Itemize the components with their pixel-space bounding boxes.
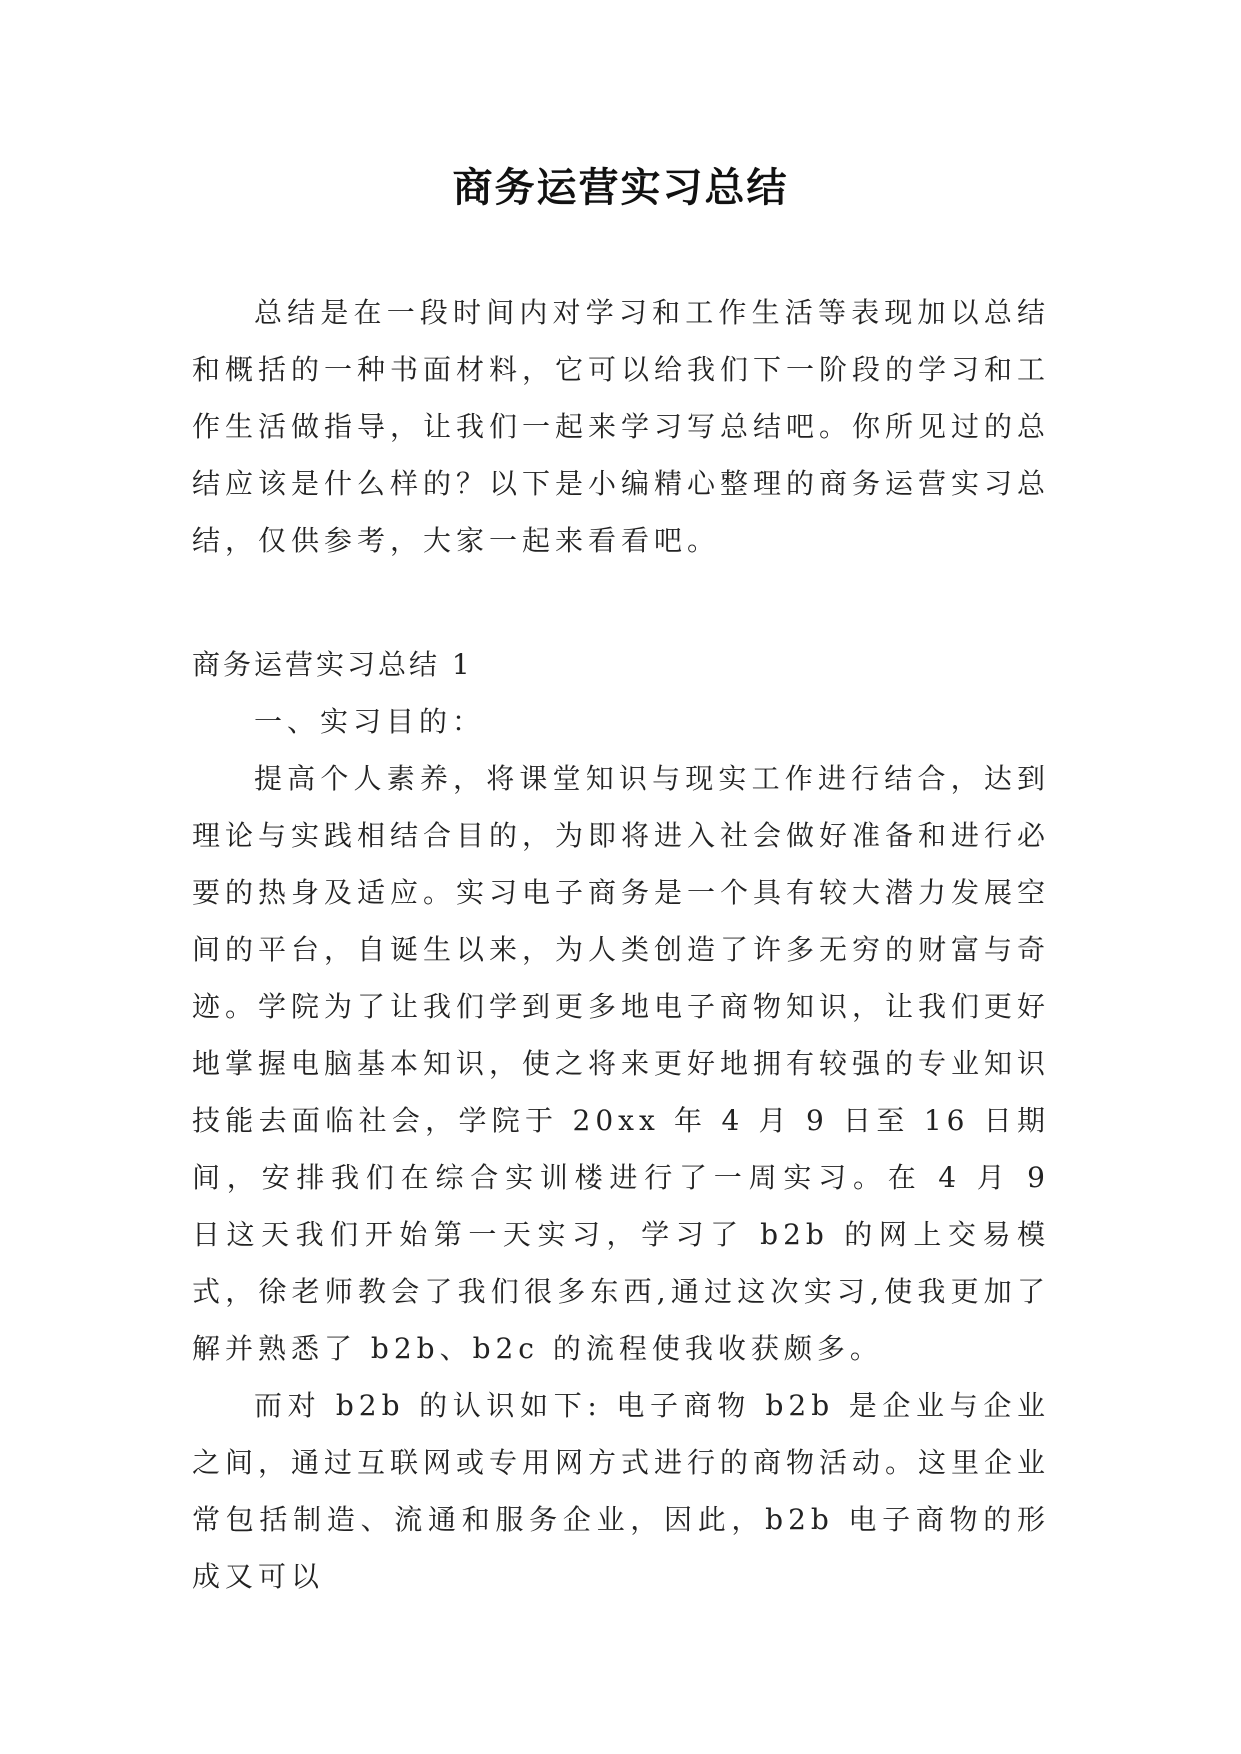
body-paragraph-1: 提高个人素养，将课堂知识与现实工作进行结合，达到理论与实践相结合目的，为即将进入社会做好准备和进行必要的热身及适应。实习电子商务是一个具有较大潜力发展空间的平台，自诞生以来，为人类创造了许多无穷的财富与奇迹。学院为了让我们学到更多地电子商物知识，让我们更好地掌握电脑基本知识，使之将来更好地拥有较强的专业知识技能去面临社会，学院于 20xx 年 4 月 9 日至 16 日期间，安排我们在综合实训楼进行了一周实习。在 4 月 9 日这天我们开始第一天实习，学习了 b2b 的网上交易模式，徐老师教会了我们很多东西,通过这次实习,使我更加了解并熟悉了 b2b、b2c 的流程使我收获颇多。: [192, 762, 1051, 1365]
intro-paragraph: 总结是在一段时间内对学习和工作生活等表现加以总结和概括的一种书面材料，它可以给我们下一阶段的学习和工作生活做指导，让我们一起来学习写总结吧。你所见过的总结应该是什么样的？以下是小编精心整理的商务运营实习总结，仅供参考，大家一起来看看吧。: [192, 296, 1051, 557]
document-title: 商务运营实习总结: [452, 164, 789, 211]
subheading: 一、实习目的：: [254, 705, 486, 738]
section-heading: 商务运营实习总结 1: [192, 648, 473, 681]
intro-section: [192, 284, 1050, 569]
content-section: [192, 693, 1050, 1605]
body-paragraph-2: 而对 b2b 的认识如下: 电子商物 b2b 是企业与企业之间，通过互联网或专用网方式进行的商物活动。这里企业常包括制造、流通和服务企业，因此，b2b 电子商物的形成又可以: [192, 1389, 1051, 1593]
